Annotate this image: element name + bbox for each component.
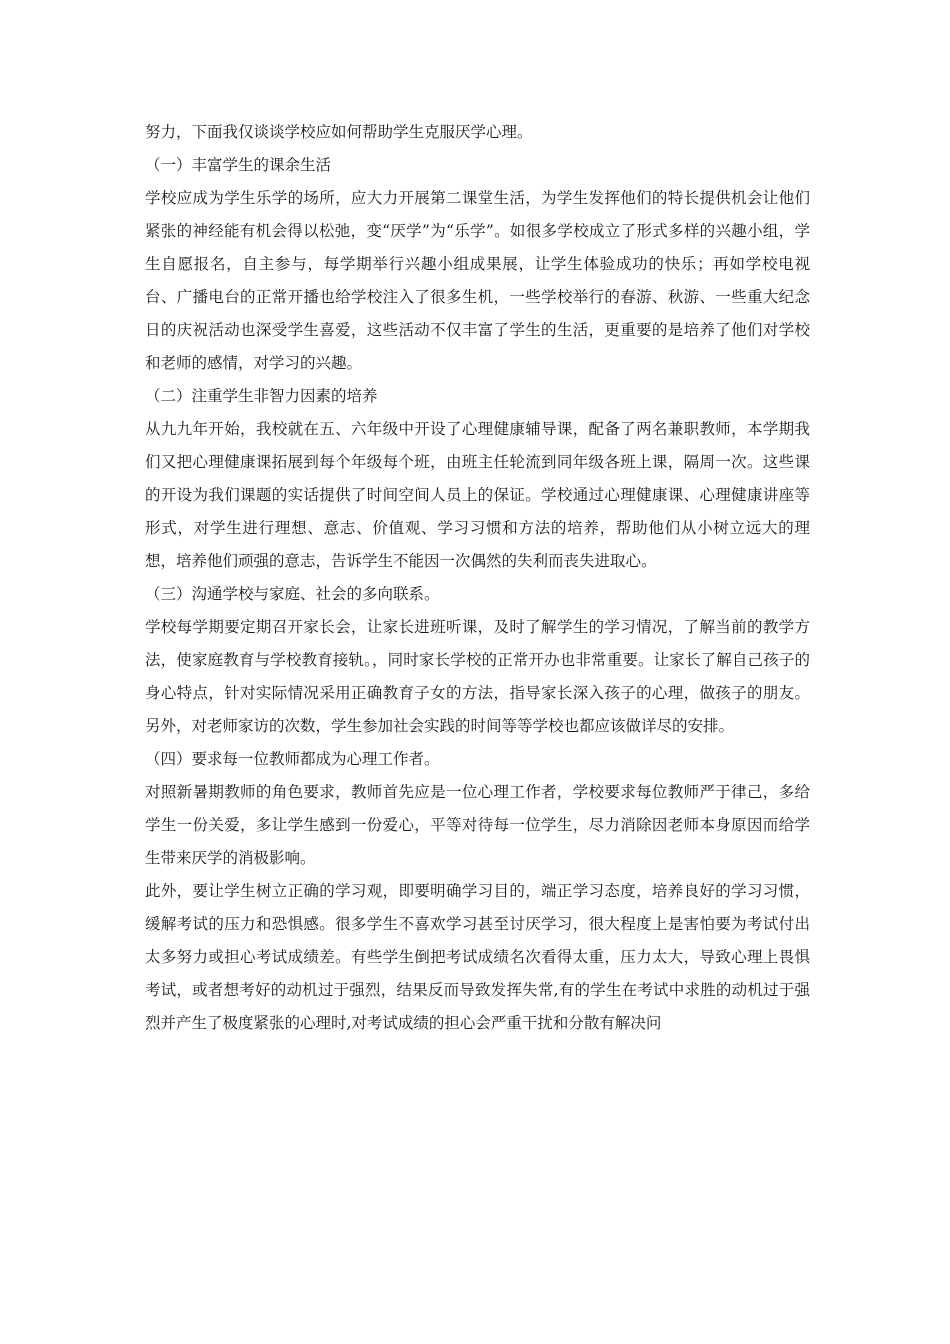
paragraph-closing: 此外，要让学生树立正确的学习观，即要明确学习目的，端正学习态度，培养良好的学习习惯，缓解考试的压力和恐惧感。很多学生不喜欢学习甚至讨厌学习，很大程度上是害怕要为考试付出太多努力或担心考试成绩差。有些学生倒把考试成绩名次看得太重，压力太大，导致心理上畏惧考试，或者想考好的动机过于强烈，结果反而导致发挥失常,有的学生在考试中求胜的动机过于强烈并产生了极度紧张的心理时,对考试成绩的担心会严重干扰和分散有解决问: [145, 882, 810, 1032]
document-page: [145, 116, 810, 1040]
paragraph-section-2: 从九九年开始，我校就在五、六年级中开设了心理健康辅导课，配备了两名兼职教师，本学期我们又把心理健康课拓展到每个年级每个班，由班主任轮流到同年级各班上课，隔周一次。这些课的开设为我们课题的实话提供了时间空间人员上的保证。学校通过心理健康课、心理健康讲座等形式，对学生进行理想、意志、价值观、学习习惯和方法的培养，帮助他们从小树立远大的理想，培养他们顽强的意志，告诉学生不能因一次偶然的失利而丧失进取心。: [145, 420, 810, 570]
paragraph-section-1: 学校应成为学生乐学的场所，应大力开展第二课堂生活，为学生发挥他们的特长提供机会让他们紧张的神经能有机会得以松弛，变“厌学”为“乐学”。如很多学校成立了形式多样的兴趣小组，学生自愿报名，自主参与，每学期举行兴趣小组成果展，让学生体验成功的快乐；再如学校电视台、广播电台的正常开播也给学校注入了很多生机，一些学校举行的春游、秋游、一些重大纪念日的庆祝活动也深受学生喜爱，这些活动不仅丰富了学生的生活，更重要的是培养了他们对学校和老师的感情，对学习的兴趣。: [145, 189, 810, 372]
section-heading-1: （一）丰富学生的课余生活: [145, 156, 332, 174]
section-heading-4: （四）要求每一位教师都成为心理工作者。: [145, 750, 440, 768]
section-heading-3: （三）沟通学校与家庭、社会的多向联系。: [145, 585, 440, 603]
paragraph-section-3: 学校每学期要定期召开家长会，让家长进班听课，及时了解学生的学习情况，了解当前的教学方法，使家庭教育与学校教育接轨。，同时家长学校的正常开办也非常重要。让家长了解自己孩子的身心特点，针对实际情况采用正确教育子女的方法，指导家长深入孩子的心理，做孩子的朋友。另外，对老师家访的次数，学生参加社会实践的时间等等学校也都应该做详尽的安排。: [145, 618, 810, 735]
paragraph-section-4: 对照新暑期教师的角色要求，教师首先应是一位心理工作者，学校要求每位教师严于律己，多给学生一份关爱，多让学生感到一份爱心，平等对待每一位学生，尽力消除因老师本身原因而给学生带来厌学的消极影响。: [145, 783, 810, 867]
paragraph-intro: 努力，下面我仅谈谈学校应如何帮助学生克服厌学心理。: [145, 123, 533, 141]
section-heading-2: （二）注重学生非智力因素的培养: [145, 387, 378, 405]
